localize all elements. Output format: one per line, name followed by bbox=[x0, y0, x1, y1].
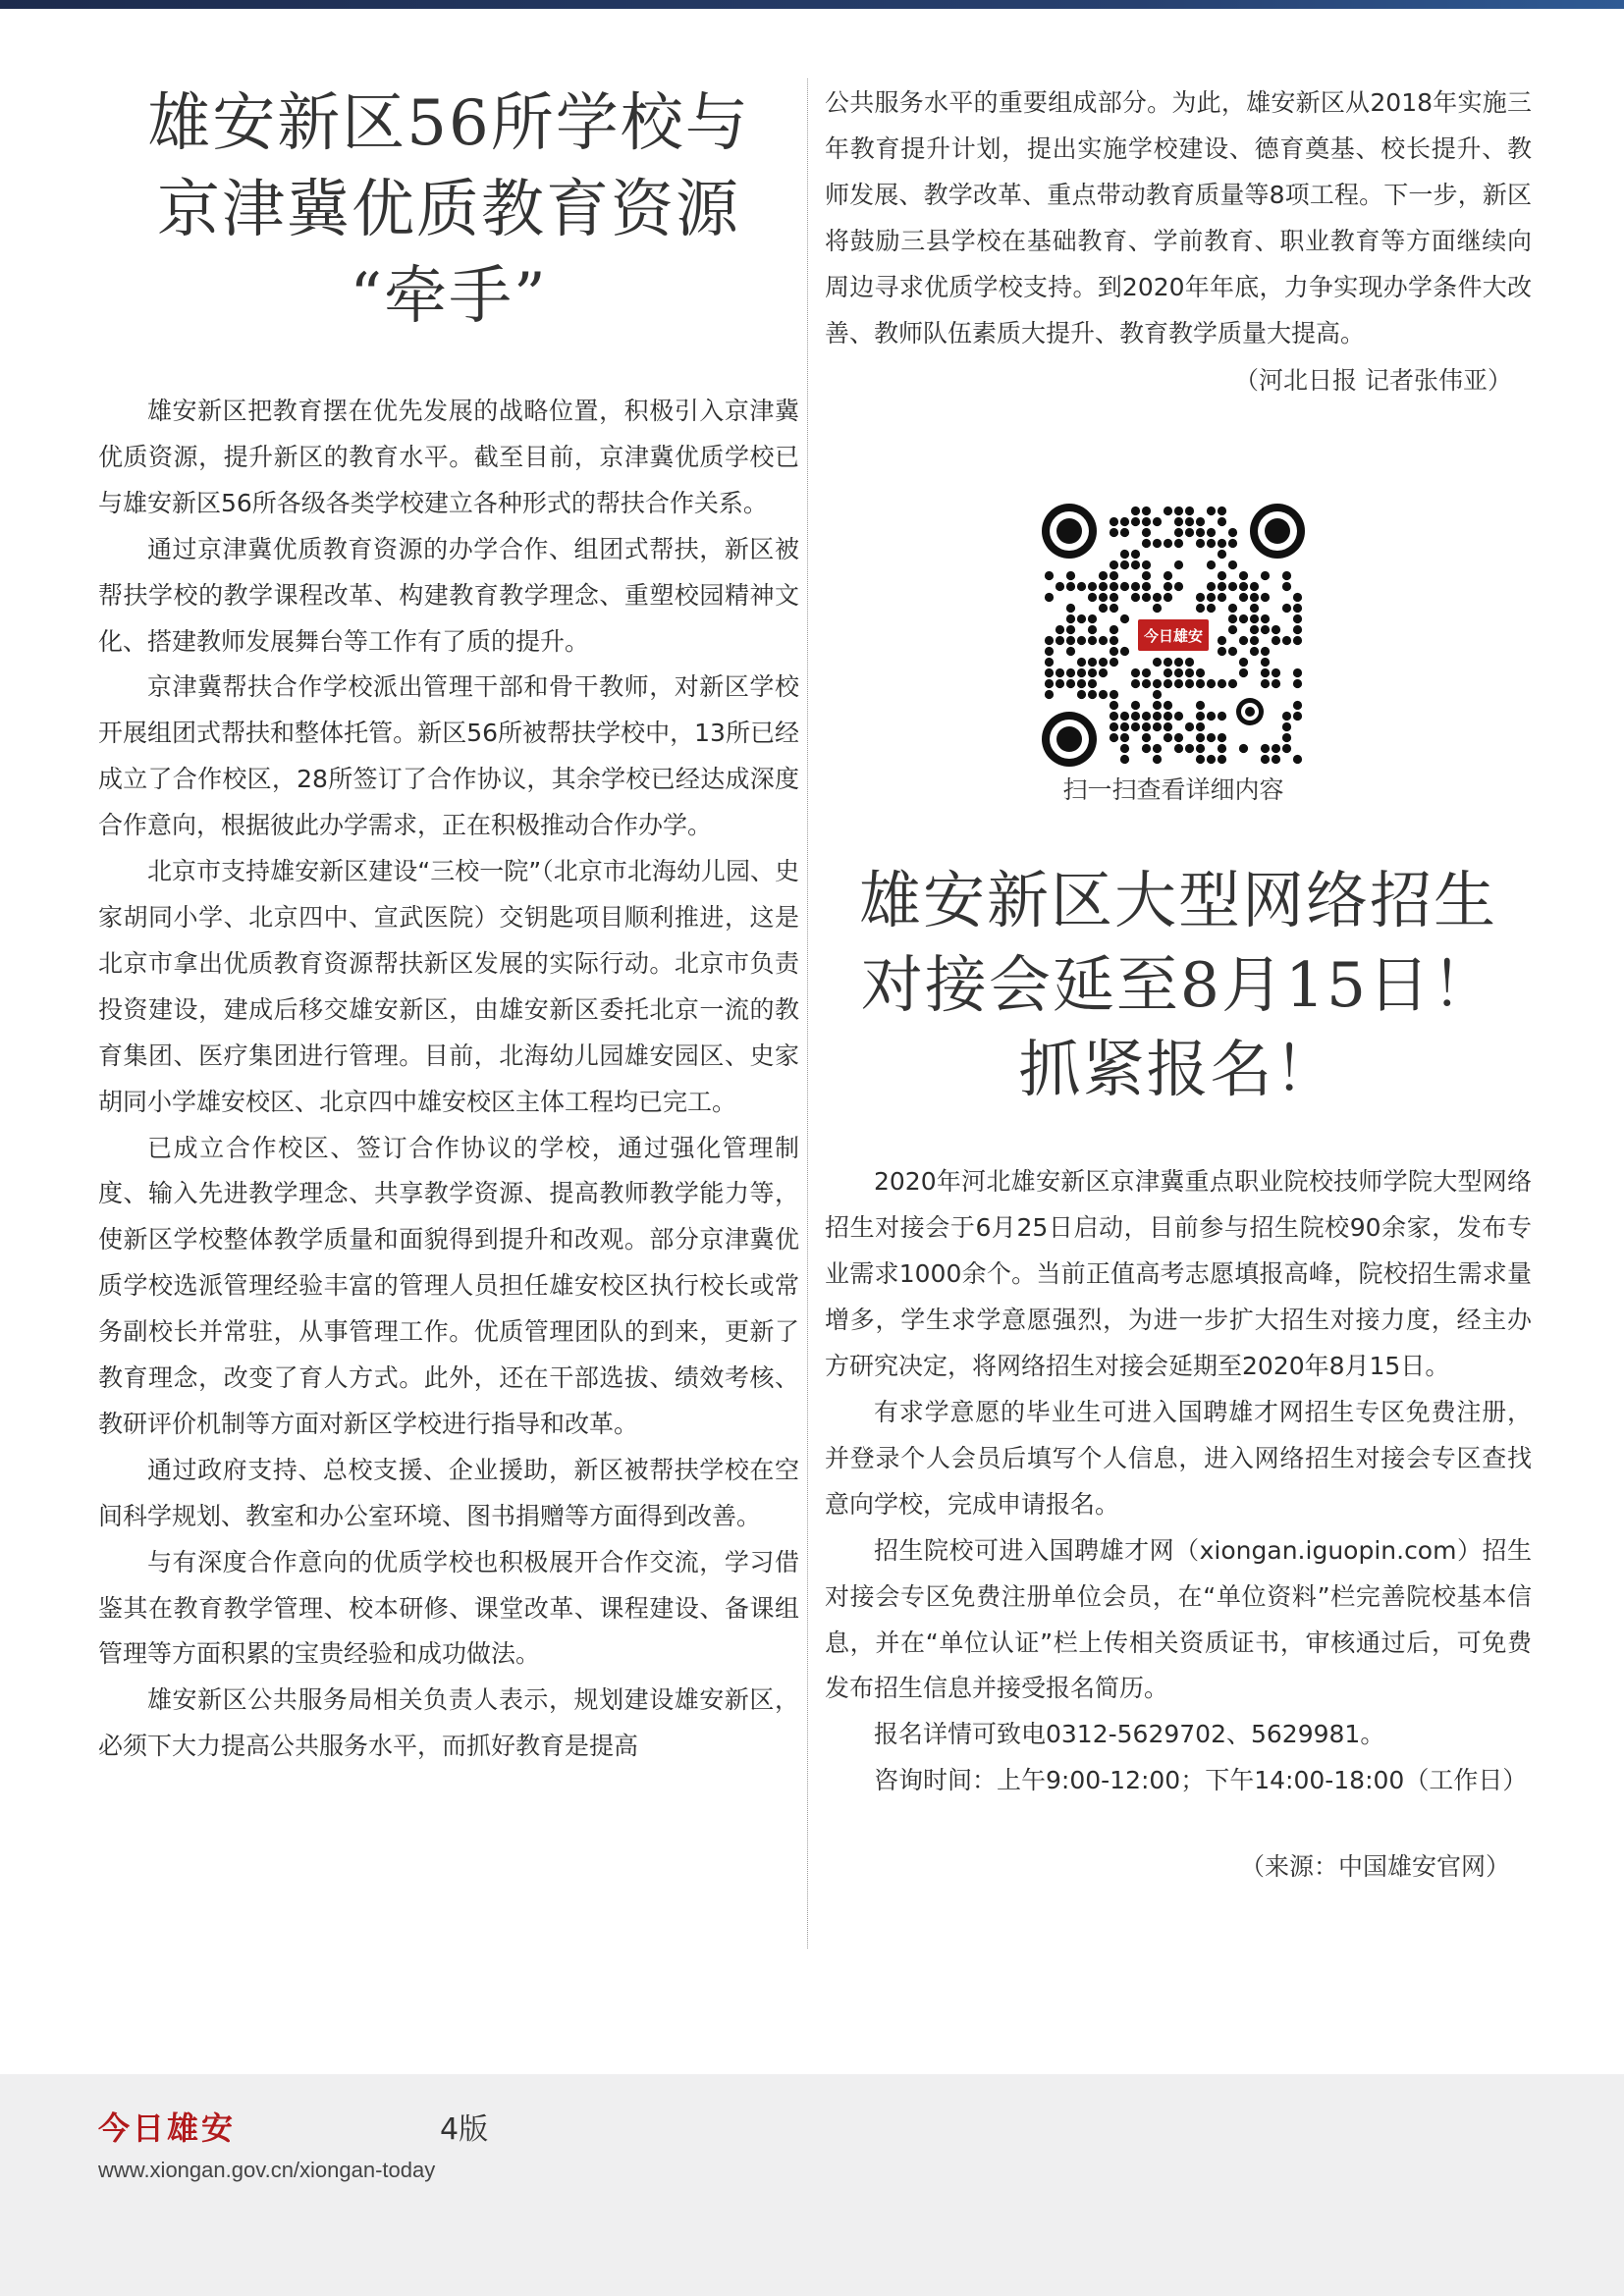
qr-module-dot bbox=[1131, 701, 1140, 710]
qr-module-dot bbox=[1261, 647, 1270, 656]
qr-module-dot bbox=[1228, 614, 1237, 623]
qr-module-dot bbox=[1110, 582, 1118, 591]
qr-module-dot bbox=[1056, 582, 1064, 591]
qr-module-dot bbox=[1174, 528, 1183, 537]
qr-module-dot bbox=[1239, 744, 1248, 753]
qr-module-dot bbox=[1218, 517, 1226, 526]
article2-paragraph: 2020年河北雄安新区京津冀重点职业院校技师学院大型网络招生对接会于6月25日启动，目前参与招生院校90余家，发布专业需求1000余个。当前正值高考志愿填报高峰，院校招生需求量增多，学生求学意愿强烈，为进一步扩大招生对接力度，经主办方研究决定，将网络招生对接会延期至2020年8月15日。 bbox=[825, 1167, 1532, 1381]
qr-module-dot bbox=[1066, 668, 1075, 677]
qr-module-dot bbox=[1131, 712, 1140, 721]
qr-module-dot bbox=[1153, 701, 1162, 710]
qr-module-dot bbox=[1110, 733, 1118, 742]
qr-module-dot bbox=[1164, 668, 1172, 677]
article1-title-line-2: 京津冀优质教育资源 bbox=[157, 174, 740, 246]
qr-module-dot bbox=[1131, 722, 1140, 731]
qr-module-dot bbox=[1164, 658, 1172, 667]
qr-module-dot bbox=[1261, 593, 1270, 602]
qr-module-dot bbox=[1196, 733, 1205, 742]
qr-module-dot bbox=[1293, 625, 1302, 634]
qr-module-dot bbox=[1174, 679, 1183, 688]
qr-module-dot bbox=[1110, 647, 1118, 656]
qr-module-dot bbox=[1066, 625, 1075, 634]
qr-block bbox=[1036, 502, 1311, 810]
qr-module-dot bbox=[1239, 571, 1248, 580]
qr-module-dot bbox=[1272, 755, 1280, 764]
qr-module-dot bbox=[1293, 636, 1302, 645]
qr-module-dot bbox=[1110, 722, 1118, 731]
qr-module-dot bbox=[1120, 712, 1129, 721]
qr-module-dot bbox=[1099, 582, 1108, 591]
qr-module-dot bbox=[1120, 614, 1129, 623]
qr-module-dot bbox=[1218, 571, 1226, 580]
qr-module-dot bbox=[1207, 561, 1216, 569]
qr-module-dot bbox=[1164, 679, 1172, 688]
qr-module-dot bbox=[1164, 593, 1172, 602]
qr-module-dot bbox=[1142, 517, 1151, 526]
qr-module-dot bbox=[1099, 668, 1108, 677]
qr-module-dot bbox=[1110, 593, 1118, 602]
qr-module-dot bbox=[1153, 744, 1162, 753]
qr-module-dot bbox=[1218, 733, 1226, 742]
qr-module-dot bbox=[1164, 539, 1172, 548]
qr-module-dot bbox=[1282, 571, 1291, 580]
qr-module-dot bbox=[1120, 561, 1129, 569]
qr-module-dot bbox=[1077, 636, 1086, 645]
qr-module-dot bbox=[1142, 722, 1151, 731]
qr-module-dot bbox=[1207, 528, 1216, 537]
article2-body bbox=[825, 1159, 1532, 1804]
qr-module-dot bbox=[1164, 571, 1172, 580]
qr-module-dot bbox=[1088, 582, 1097, 591]
article1-continuation bbox=[825, 80, 1532, 356]
article2-title-line-1: 雄安新区大型网络招生 bbox=[859, 865, 1497, 937]
qr-module-dot bbox=[1056, 625, 1064, 634]
qr-module-dot bbox=[1207, 593, 1216, 602]
qr-module-dot bbox=[1045, 571, 1054, 580]
qr-module-dot bbox=[1185, 517, 1194, 526]
qr-module-dot bbox=[1110, 528, 1118, 537]
article2-paragraph: 咨询时间：上午9:00-12:00；下午14:00-18:00（工作日） bbox=[874, 1766, 1528, 1795]
qr-module-dot bbox=[1261, 658, 1270, 667]
qr-module-dot bbox=[1153, 690, 1162, 699]
qr-module-dot bbox=[1153, 679, 1162, 688]
qr-module-dot bbox=[1110, 625, 1118, 634]
qr-module-dot bbox=[1293, 712, 1302, 721]
qr-module-dot bbox=[1099, 636, 1108, 645]
qr-module-dot bbox=[1056, 668, 1064, 677]
qr-module-dot bbox=[1272, 636, 1280, 645]
qr-module-dot bbox=[1110, 701, 1118, 710]
qr-module-dot bbox=[1110, 636, 1118, 645]
qr-module-dot bbox=[1131, 582, 1140, 591]
qr-module-dot bbox=[1120, 528, 1129, 537]
qr-module-dot bbox=[1142, 571, 1151, 580]
qr-module-dot bbox=[1239, 593, 1248, 602]
qr-module-dot bbox=[1056, 636, 1064, 645]
qr-module-dot bbox=[1228, 582, 1237, 591]
qr-module-dot bbox=[1110, 690, 1118, 699]
qr-module-dot bbox=[1196, 744, 1205, 753]
qr-module-dot bbox=[1142, 744, 1151, 753]
qr-module-dot bbox=[1207, 582, 1216, 591]
right-column bbox=[825, 80, 1532, 1887]
article1-paragraph: 已成立合作校区、签订合作协议的学校，通过强化管理制度、输入先进教学理念、共享教学资源、提高教师教学能力等，使新区学校整体教学质量和面貌得到提升和改观。部分京津冀优质学校选派管理经验丰富的管理人员担任雄安校区执行校长或常务副校长并常驻，从事管理工作。优质管理团队的到来，更新了教育理念，改变了育人方式。此外，还在干部选拔、绩效考核、教研评价机制等方面对新区学校进行指导和改革。 bbox=[98, 1133, 799, 1438]
article1-paragraph: 京津冀帮扶合作学校派出管理干部和骨干教师，对新区学校开展组团式帮扶和整体托管。新区56所被帮扶学校中，13所已经成立了合作校区，28所签订了合作协议，其余学校已经达成深度合作意向，根据彼此办学需求，正在积极推动合作办学。 bbox=[98, 672, 799, 840]
article2-paragraph: 报名详情可致电0312-5629702、5629981。 bbox=[874, 1720, 1385, 1749]
qr-module-dot bbox=[1120, 744, 1129, 753]
qr-module-dot bbox=[1045, 668, 1054, 677]
qr-module-dot bbox=[1196, 722, 1205, 731]
qr-finder-top-right bbox=[1250, 504, 1305, 559]
qr-module-dot bbox=[1153, 755, 1162, 764]
footer-url[interactable]: www.xiongan.gov.cn/xiongan-today bbox=[98, 2158, 436, 2182]
article1-continued-paragraph: 公共服务水平的重要组成部分。为此，雄安新区从2018年实施三年教育提升计划，提出实施学校建设、德育奠基、校长提升、教师发展、教学改革、重点带动教育质量等8项工程。下一步，新区将鼓励三县学校在基础教育、学前教育、职业教育等方面继续向周边寻求优质学校支持。到2020年年底，力争实现办学条件大改善、教师队伍素质大提升、教育教学质量大提高。 bbox=[825, 88, 1532, 347]
qr-module-dot bbox=[1142, 733, 1151, 742]
qr-module-dot bbox=[1174, 507, 1183, 515]
qr-module-dot bbox=[1228, 625, 1237, 634]
qr-module-dot bbox=[1282, 733, 1291, 742]
qr-module-dot bbox=[1250, 582, 1259, 591]
qr-module-dot bbox=[1131, 550, 1140, 559]
qr-module-dot bbox=[1185, 679, 1194, 688]
qr-module-dot bbox=[1153, 604, 1162, 613]
qr-module-dot bbox=[1293, 604, 1302, 613]
qr-module-dot bbox=[1293, 755, 1302, 764]
qr-module-dot bbox=[1066, 614, 1075, 623]
qr-module-dot bbox=[1261, 679, 1270, 688]
qr-module-dot bbox=[1185, 528, 1194, 537]
qr-module-dot bbox=[1239, 614, 1248, 623]
top-accent-bar bbox=[0, 0, 1624, 9]
qr-module-dot bbox=[1207, 539, 1216, 548]
qr-module-dot bbox=[1196, 517, 1205, 526]
qr-module-dot bbox=[1228, 539, 1237, 548]
qr-module-dot bbox=[1045, 658, 1054, 667]
qr-module-dot bbox=[1218, 679, 1226, 688]
qr-module-dot bbox=[1142, 668, 1151, 677]
qr-module-dot bbox=[1282, 722, 1291, 731]
qr-finder-bottom-left bbox=[1042, 712, 1097, 767]
qr-module-dot bbox=[1131, 517, 1140, 526]
qr-module-dot bbox=[1261, 668, 1270, 677]
qr-module-dot bbox=[1110, 604, 1118, 613]
qr-module-dot bbox=[1088, 658, 1097, 667]
article2-paragraph: 招生院校可进入国聘雄才网（xiongan.iguopin.com）招生对接会专区免费注册单位会员，在“单位资料”栏完善院校基本信息，并在“单位认证”栏上传相关资质证书，审核通过后，可免费发布招生信息并接受报名简历。 bbox=[825, 1535, 1532, 1703]
qr-module-dot bbox=[1196, 712, 1205, 721]
qr-module-dot bbox=[1164, 507, 1172, 515]
qr-module-dot bbox=[1153, 712, 1162, 721]
qr-module-dot bbox=[1120, 647, 1129, 656]
qr-module-dot bbox=[1293, 679, 1302, 688]
qr-module-dot bbox=[1142, 712, 1151, 721]
qr-module-dot bbox=[1250, 593, 1259, 602]
qr-module-dot bbox=[1056, 679, 1064, 688]
qr-module-dot bbox=[1142, 561, 1151, 569]
qr-module-dot bbox=[1282, 712, 1291, 721]
qr-module-dot bbox=[1228, 561, 1237, 569]
qr-module-dot bbox=[1282, 604, 1291, 613]
qr-module-dot bbox=[1142, 593, 1151, 602]
qr-module-dot bbox=[1088, 679, 1097, 688]
qr-module-dot bbox=[1196, 755, 1205, 764]
qr-module-dot bbox=[1066, 647, 1075, 656]
qr-module-dot bbox=[1250, 636, 1259, 645]
qr-logo-text: 今日雄安 bbox=[1143, 627, 1204, 646]
qr-module-dot bbox=[1131, 668, 1140, 677]
qr-module-dot bbox=[1272, 668, 1280, 677]
qr-module-dot bbox=[1131, 561, 1140, 569]
qr-module-dot bbox=[1239, 636, 1248, 645]
qr-module-dot bbox=[1282, 582, 1291, 591]
qr-module-dot bbox=[1282, 744, 1291, 753]
qr-module-dot bbox=[1185, 668, 1194, 677]
qr-module-dot bbox=[1196, 593, 1205, 602]
qr-module-dot bbox=[1185, 744, 1194, 753]
article1-paragraph: 通过政府支持、总校支援、企业援助，新区被帮扶学校在空间科学规划、教室和办公室环境、图书捐赠等方面得到改善。 bbox=[98, 1455, 799, 1530]
qr-module-dot bbox=[1088, 668, 1097, 677]
footer-logo: 今日雄安 bbox=[98, 2109, 237, 2147]
qr-module-dot bbox=[1099, 604, 1108, 613]
qr-module-dot bbox=[1228, 647, 1237, 656]
qr-module-dot bbox=[1250, 647, 1259, 656]
qr-module-dot bbox=[1099, 690, 1108, 699]
qr-module-dot bbox=[1120, 733, 1129, 742]
qr-module-dot bbox=[1196, 604, 1205, 613]
article1-title-line-3: “牵手” bbox=[350, 260, 548, 333]
qr-module-dot bbox=[1077, 690, 1086, 699]
article2-headline bbox=[825, 859, 1532, 1112]
qr-module-dot bbox=[1293, 593, 1302, 602]
qr-module-dot bbox=[1261, 755, 1270, 764]
qr-module-dot bbox=[1174, 733, 1183, 742]
qr-module-dot bbox=[1088, 593, 1097, 602]
qr-module-dot bbox=[1218, 507, 1226, 515]
qr-module-dot bbox=[1131, 679, 1140, 688]
qr-module-dot bbox=[1045, 690, 1054, 699]
qr-module-dot bbox=[1142, 539, 1151, 548]
article2-title-line-2: 对接会延至8月15日！ bbox=[860, 949, 1496, 1022]
qr-module-dot bbox=[1164, 701, 1172, 710]
qr-module-dot bbox=[1207, 733, 1216, 742]
qr-code[interactable] bbox=[1040, 502, 1307, 769]
qr-module-dot bbox=[1261, 625, 1270, 634]
qr-module-dot bbox=[1174, 744, 1183, 753]
article2-paragraph: 有求学意愿的毕业生可进入国聘雄才网招生专区免费注册，并登录个人会员后填写个人信息，进入网络招生对接会专区查找意向学校，完成申请报名。 bbox=[825, 1397, 1532, 1519]
qr-module-dot bbox=[1088, 636, 1097, 645]
qr-module-dot bbox=[1207, 507, 1216, 515]
qr-module-dot bbox=[1239, 658, 1248, 667]
qr-module-dot bbox=[1185, 658, 1194, 667]
qr-module-dot bbox=[1164, 722, 1172, 731]
qr-module-dot bbox=[1045, 647, 1054, 656]
qr-module-dot bbox=[1066, 571, 1075, 580]
qr-code-graphic bbox=[1040, 502, 1307, 769]
qr-caption: 扫一扫查看详细内容 bbox=[1062, 775, 1284, 805]
qr-module-dot bbox=[1142, 679, 1151, 688]
qr-module-dot bbox=[1077, 679, 1086, 688]
article1-title-line-1: 雄安新区56所学校与 bbox=[147, 87, 750, 160]
article1-paragraph: 与有深度合作意向的优质学校也积极展开合作交流，学习借鉴其在教育教学管理、校本研修、课堂改革、课程建设、备课组管理等方面积累的宝贵经验和成功做法。 bbox=[98, 1547, 799, 1669]
qr-module-dot bbox=[1153, 517, 1162, 526]
article2-source: （来源：中国雄安官网） bbox=[1239, 1852, 1510, 1882]
qr-module-dot bbox=[1261, 744, 1270, 753]
qr-module-dot bbox=[1228, 528, 1237, 537]
qr-module-dot bbox=[1099, 658, 1108, 667]
qr-module-dot bbox=[1142, 528, 1151, 537]
qr-module-dot bbox=[1218, 712, 1226, 721]
qr-module-dot bbox=[1228, 604, 1237, 613]
qr-module-dot bbox=[1218, 744, 1226, 753]
qr-module-dot bbox=[1088, 690, 1097, 699]
qr-module-dot bbox=[1164, 733, 1172, 742]
qr-module-dot bbox=[1207, 755, 1216, 764]
qr-module-dot bbox=[1261, 571, 1270, 580]
qr-module-dot bbox=[1120, 755, 1129, 764]
article1-body bbox=[98, 389, 799, 1770]
qr-module-dot bbox=[1293, 668, 1302, 677]
qr-module-dot bbox=[1250, 614, 1259, 623]
qr-module-dot bbox=[1250, 604, 1259, 613]
qr-module-dot bbox=[1196, 528, 1205, 537]
qr-module-dot bbox=[1088, 614, 1097, 623]
qr-module-dot bbox=[1185, 507, 1194, 515]
qr-finder-top-left bbox=[1042, 504, 1097, 559]
qr-module-dot bbox=[1164, 712, 1172, 721]
qr-module-dot bbox=[1153, 539, 1162, 548]
qr-module-dot bbox=[1120, 550, 1129, 559]
column-divider bbox=[807, 79, 808, 1949]
qr-module-dot bbox=[1174, 539, 1183, 548]
qr-module-dot bbox=[1077, 658, 1086, 667]
qr-module-dot bbox=[1110, 561, 1118, 569]
qr-module-dot bbox=[1239, 582, 1248, 591]
article1-paragraph: 雄安新区公共服务局相关负责人表示，规划建设雄安新区，必须下大力提高公共服务水平，而抓好教育是提高 bbox=[98, 1685, 799, 1761]
qr-module-dot bbox=[1066, 679, 1075, 688]
qr-alignment bbox=[1236, 698, 1264, 725]
qr-module-dot bbox=[1218, 539, 1226, 548]
qr-module-dot bbox=[1099, 571, 1108, 580]
qr-module-dot bbox=[1293, 701, 1302, 710]
qr-module-dot bbox=[1142, 582, 1151, 591]
qr-module-dot bbox=[1153, 593, 1162, 602]
qr-module-dot bbox=[1045, 679, 1054, 688]
article2-title-line-3: 抓紧报名！ bbox=[1018, 1034, 1338, 1106]
qr-module-dot bbox=[1174, 712, 1183, 721]
qr-module-dot bbox=[1088, 625, 1097, 634]
qr-module-dot bbox=[1185, 722, 1194, 731]
qr-module-dot bbox=[1261, 614, 1270, 623]
qr-module-dot bbox=[1164, 582, 1172, 591]
qr-module-dot bbox=[1250, 625, 1259, 634]
qr-module-dot bbox=[1174, 561, 1183, 569]
qr-module-dot bbox=[1120, 582, 1129, 591]
qr-module-dot bbox=[1131, 507, 1140, 515]
qr-module-dot bbox=[1196, 701, 1205, 710]
qr-module-dot bbox=[1120, 517, 1129, 526]
qr-module-dot bbox=[1077, 668, 1086, 677]
article1-paragraph: 通过京津冀优质教育资源的办学合作、组团式帮扶，新区被帮扶学校的教学课程改革、构建教育教学理念、重塑校园精神文化、搭建教师发展舞台等工作有了质的提升。 bbox=[98, 534, 799, 656]
qr-module-dot bbox=[1218, 593, 1226, 602]
qr-module-dot bbox=[1077, 614, 1086, 623]
qr-module-dot bbox=[1110, 571, 1118, 580]
qr-module-dot bbox=[1131, 593, 1140, 602]
article1-paragraph: 雄安新区把教育摆在优先发展的战略位置，积极引入京津冀优质资源，提升新区的教育水平。截至目前，京津冀优质学校已与雄安新区56所各级各类学校建立各种形式的帮扶合作关系。 bbox=[98, 397, 799, 517]
qr-module-dot bbox=[1218, 636, 1226, 645]
qr-module-dot bbox=[1174, 668, 1183, 677]
qr-module-dot bbox=[1174, 658, 1183, 667]
qr-module-dot bbox=[1239, 668, 1248, 677]
qr-module-dot bbox=[1066, 582, 1075, 591]
article1-paragraph: 北京市支持雄安新区建设“三校一院”（北京市北海幼儿园、史家胡同小学、北京四中、宣武医院）交钥匙项目顺利推进，这是北京市拿出优质教育资源帮扶新区发展的实际行动。北京市负责投资建设，建成后移交雄安新区，由雄安新区委托北京一流的教育集团、医疗集团进行管理。目前，北海幼儿园雄安园区、史家胡同小学雄安校区、北京四中雄安校区主体工程均已完工。 bbox=[98, 857, 799, 1116]
qr-module-dot bbox=[1142, 507, 1151, 515]
qr-module-dot bbox=[1293, 614, 1302, 623]
qr-module-dot bbox=[1110, 658, 1118, 667]
qr-module-dot bbox=[1218, 647, 1226, 656]
qr-module-dot bbox=[1207, 604, 1216, 613]
qr-module-dot bbox=[1218, 550, 1226, 559]
qr-module-dot bbox=[1066, 604, 1075, 613]
qr-module-dot bbox=[1228, 679, 1237, 688]
left-column bbox=[98, 80, 799, 1770]
qr-module-dot bbox=[1282, 636, 1291, 645]
qr-module-dot bbox=[1120, 722, 1129, 731]
qr-module-dot bbox=[1077, 582, 1086, 591]
qr-module-dot bbox=[1272, 679, 1280, 688]
qr-module-dot bbox=[1110, 712, 1118, 721]
qr-module-dot bbox=[1066, 636, 1075, 645]
qr-module-dot bbox=[1218, 755, 1226, 764]
article1-byline: （河北日报 记者张伟亚） bbox=[1234, 366, 1512, 396]
qr-module-dot bbox=[1196, 679, 1205, 688]
qr-module-dot bbox=[1153, 722, 1162, 731]
footer-page-number: 4版 bbox=[440, 2112, 489, 2147]
qr-module-dot bbox=[1207, 712, 1216, 721]
qr-module-dot bbox=[1272, 625, 1280, 634]
qr-module-dot bbox=[1153, 658, 1162, 667]
qr-module-dot bbox=[1207, 679, 1216, 688]
qr-module-dot bbox=[1272, 744, 1280, 753]
article1-headline bbox=[98, 80, 799, 340]
qr-module-dot bbox=[1196, 539, 1205, 548]
page-footer bbox=[0, 2074, 1624, 2296]
qr-module-dot bbox=[1099, 593, 1108, 602]
qr-module-dot bbox=[1196, 668, 1205, 677]
qr-module-dot bbox=[1218, 582, 1226, 591]
qr-module-dot bbox=[1174, 582, 1183, 591]
qr-module-dot bbox=[1045, 593, 1054, 602]
qr-module-dot bbox=[1110, 517, 1118, 526]
qr-module-dot bbox=[1045, 636, 1054, 645]
qr-module-dot bbox=[1174, 517, 1183, 526]
